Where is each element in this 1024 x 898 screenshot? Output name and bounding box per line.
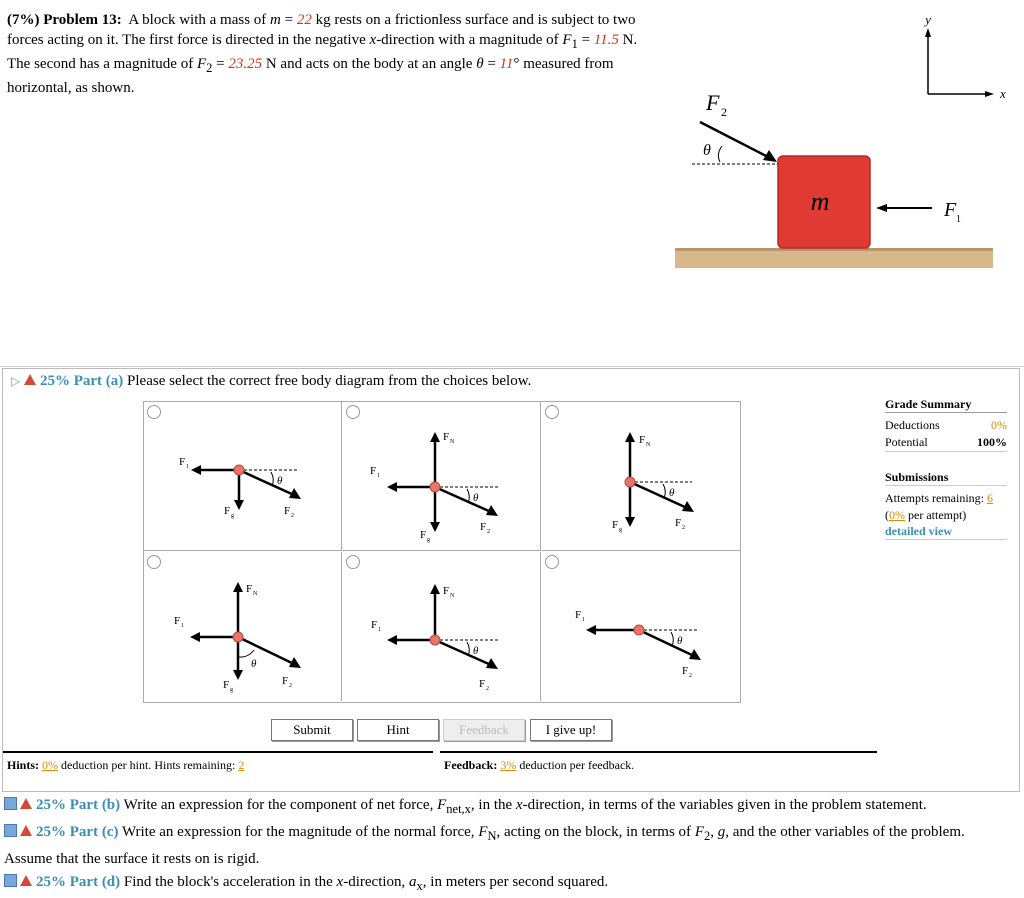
expand-icon[interactable] [4,797,17,810]
degree: ° [513,56,520,72]
part-c-text: , acting on the block, in terms of [496,824,695,840]
part-a-header [11,373,531,390]
fbd-choice-2[interactable] [343,402,541,551]
part-d-percent: 25% [36,874,66,890]
warning-icon [20,798,32,809]
hints-label: Hints: [7,758,40,772]
problem-text: A block with a mass of [128,12,271,28]
part-c-row[interactable] [4,821,1014,871]
f2-label: F [706,90,720,115]
potential-label: Potential [885,435,928,449]
f2-sub: 2 [206,61,213,75]
fbd-choice-3[interactable] [542,402,740,551]
f1-label: F [944,199,957,221]
fbd-choices [143,401,741,703]
f1-sub-label: 1 [956,214,961,225]
problem-figure [670,10,1020,275]
fbd-choice-1[interactable] [144,402,342,551]
fbd-f1-sub: 1 [377,473,380,479]
fbd-fn-sub: N [450,439,455,445]
mass-symbol: m [270,12,281,28]
other-parts-list [4,794,1014,898]
per-attempt-paren: ( [885,508,889,522]
radio-choice-1[interactable] [147,405,161,419]
fbd-diagram-5 [343,552,541,701]
part-a-panel [2,368,1020,792]
radio-choice-5[interactable] [346,555,360,569]
fbd-diagram-4 [144,552,342,701]
feedback-label: Feedback: [444,758,498,772]
theta-arc [718,146,722,162]
problem-statement [7,10,647,98]
fbd-fn-sub: N [646,442,651,448]
part-c-sub: N [487,829,497,843]
part-c-f2-sub: 2 [703,829,711,843]
theta-label: θ [703,142,711,159]
axes-icon [923,12,1006,101]
problem-panel [0,0,1024,367]
part-c-text: , and the other variables of the problem. Assume that the surface it rests on is rigid. [4,824,965,867]
fbd-f2-label: F [282,675,289,687]
part-c-label: Part (c) [69,824,119,840]
submit-button[interactable]: Submit [271,719,353,741]
expand-icon[interactable] [4,824,17,837]
warning-icon [20,825,32,836]
fbd-f1-label: F [174,615,181,627]
hints-remaining: 2 [238,758,245,772]
warning-icon [24,374,36,385]
part-a-label: Part (a) [73,373,124,389]
problem-text: kg rests on a frictionless surface and is subject to two forces acting on it. The first force is directed in the negative [7,12,636,48]
problem-text: N. The second has a magnitude of [7,32,638,72]
f2-value: 23.25 [228,56,263,72]
fbd-f2-sub: 2 [689,673,692,679]
part-a-question: Please select the correct free body diagram from the choices below. [127,373,532,389]
part-d-symbol: a [409,874,417,890]
part-d-label: Part (d) [69,874,121,890]
fbd-fn-label: F [443,431,450,443]
radio-choice-4[interactable] [147,555,161,569]
part-c-comma: , [710,824,718,840]
radio-choice-2[interactable] [346,405,360,419]
fbd-f1-sub: 1 [582,617,585,623]
fbd-fg-sub: g [231,513,234,519]
part-b-text: -direction, in terms of the variables given in the problem statement. [522,797,927,813]
give-up-button[interactable]: I give up! [530,719,612,741]
problem-header: (7%) Problem 13: [7,12,122,28]
problem-text: -direction with a magnitude of [376,32,563,48]
fbd-f1-sub: 1 [378,627,381,633]
part-c-f2: F [694,824,704,840]
part-d-x: x [336,874,344,890]
hints-text: deduction per hint. Hints remaining: [58,758,239,772]
fbd-f2-label: F [682,665,689,677]
axis-y-label: y [925,12,931,27]
fbd-f1-sub: 1 [181,623,184,629]
fbd-f1-sub: 1 [186,464,189,470]
fbd-fn-sub: N [450,593,455,599]
fbd-theta-label: θ [277,475,283,487]
fbd-diagram-2 [343,402,541,551]
per-attempt-value: 0% [889,508,905,522]
mass-value: 22 [296,12,312,28]
equals: = [483,56,500,72]
attempts-value: 6 [986,491,993,505]
theta-value: 11 [499,56,514,72]
fbd-fg-sub: g [230,687,233,693]
fbd-choice-4[interactable] [144,552,342,701]
part-d-row[interactable] [4,871,1014,898]
grade-summary-title: Grade Summary [885,397,1007,413]
radio-choice-3[interactable] [545,405,559,419]
fbd-diagram-6 [542,552,740,701]
fbd-theta-label: θ [473,645,479,657]
part-b-text: , in the [470,797,516,813]
part-d-text: Find the block's acceleration in the [123,874,337,890]
play-icon[interactable]: ▷ [11,374,21,388]
part-c-g: g [717,824,726,840]
fbd-f2-sub: 2 [487,529,490,535]
submissions-title: Submissions [885,470,1007,486]
feedback-button[interactable]: Feedback [443,719,525,741]
feedback-text: deduction per feedback. [516,758,635,772]
fbd-f2-label: F [480,521,487,533]
part-a-percent: 25% [39,373,70,389]
f2-sub-label: 2 [721,105,727,119]
part-b-text: Write an expression for the component of net force, [123,797,438,813]
fbd-choice-5[interactable] [343,552,541,701]
problem-text: measured from horizontal, as shown. [7,56,614,96]
fbd-fg-label: F [224,505,231,517]
theta-symbol: θ [476,56,484,72]
fbd-f1-label: F [179,456,186,468]
fbd-fg-label: F [223,679,230,691]
fbd-f1-label: F [371,619,378,631]
part-d-text: , in meters per second squared. [422,874,609,890]
fbd-fg-label: F [420,529,427,541]
fbd-choice-6[interactable] [542,552,740,701]
fbd-theta-label: θ [677,635,683,647]
fbd-theta-label: θ [473,492,479,504]
fbd-fg-label: F [612,519,619,531]
part-c-text: Write an expression for the magnitude of the normal force, [121,824,479,840]
fbd-f1-label: F [370,465,377,477]
equals: = [577,32,594,48]
f2-symbol: F [196,56,207,72]
fbd-fn-label: F [246,583,253,595]
expand-icon[interactable] [4,874,17,887]
fbd-fn-sub: N [253,591,258,597]
deductions-value: 0% [991,418,1007,432]
potential-value: 100% [977,435,1007,449]
fbd-f2-sub: 2 [291,513,294,519]
per-attempt-text: per attempt) [905,508,967,522]
f1-value: 11.5 [593,32,619,48]
deductions-label: Deductions [885,418,940,432]
problem-text: N and acts on the body at an angle [262,56,477,72]
fbd-f2-label: F [284,505,291,517]
part-d-text: -direction, [343,874,410,890]
fbd-f2-sub: 2 [486,686,489,692]
grade-summary [885,397,1007,540]
fbd-f2-sub: 2 [682,525,685,531]
hint-button[interactable]: Hint [357,719,439,741]
part-b-x: x [515,797,523,813]
fbd-fg-sub: g [427,537,430,543]
fbd-theta-label: θ [251,658,257,670]
f1-symbol: F [562,32,572,48]
x-symbol: x [369,32,377,48]
part-c-symbol: F [478,824,488,840]
part-b-percent: 25% [36,797,66,813]
fbd-fg-sub: g [619,527,622,533]
fbd-f2-sub: 2 [289,683,292,689]
fbd-diagram-3 [542,402,740,551]
fbd-f1-label: F [575,609,582,621]
fbd-f2-label: F [479,678,486,690]
part-b-label: Part (b) [69,797,121,813]
fbd-f2-label: F [675,517,682,529]
feedback-bar [440,751,877,787]
hints-percent: 0% [42,758,59,772]
radio-choice-6[interactable] [545,555,559,569]
part-b-symbol: F [437,797,447,813]
fbd-fn-label: F [443,585,450,597]
fbd-fn-label: F [639,434,646,446]
equals: = [212,56,229,72]
attempts-label: Attempts remaining: [885,491,987,505]
feedback-percent: 3% [500,758,517,772]
equals: = [280,12,297,28]
part-d-sub: x [416,879,423,893]
part-b-row[interactable] [4,794,1014,821]
warning-icon [20,875,32,886]
fbd-diagram-1 [144,402,342,551]
hints-bar [3,751,433,787]
fbd-theta-label: θ [669,487,675,499]
f1-arrowhead [876,204,887,212]
part-b-sub: net,x [446,802,471,816]
axis-x-label: x [1000,86,1006,101]
part-c-percent: 25% [36,824,66,840]
detailed-view-link[interactable]: detailed view [885,524,1007,540]
block-mass-label: m [810,187,830,216]
f1-sub: 1 [571,37,578,51]
